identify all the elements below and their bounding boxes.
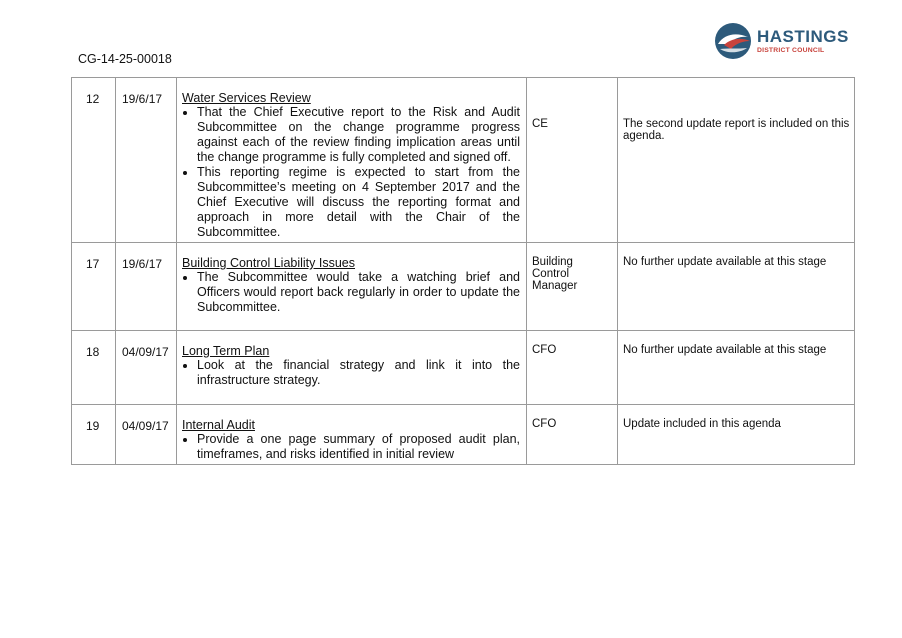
item-date: 04/09/17 [116, 331, 177, 405]
item-status: No further update available at this stage [618, 243, 855, 331]
item-bullets [182, 270, 520, 315]
item-date: 19/6/17 [116, 78, 177, 243]
bullet-item: • Provide a one page summary of proposed audit plan, timeframes, and risks identified in initial review [197, 432, 520, 462]
table-row [72, 405, 855, 465]
item-bullets [182, 432, 520, 462]
bullet-item: • This reporting regime is expected to start from the Subcommittee’s meeting on 4 September 2017 and the Chief Executive will discuss the reporting format and approach in more detail with the Chair of the Subcommittee. [197, 165, 520, 240]
item-responsible: Building Control Manager [527, 243, 618, 331]
item-title: Long Term Plan [182, 344, 270, 358]
bullet-item: • Look at the financial strategy and link it into the infrastructure strategy. [197, 358, 520, 388]
item-number: 12 [72, 78, 116, 243]
hastings-emblem-icon [714, 22, 754, 62]
item-detail [177, 331, 527, 405]
item-detail [177, 243, 527, 331]
item-bullets [182, 105, 520, 240]
item-title: Building Control Liability Issues [182, 256, 356, 270]
item-detail [177, 405, 527, 465]
item-status: No further update available at this stage [618, 331, 855, 405]
item-number: 17 [72, 243, 116, 331]
item-responsible: CFO [527, 405, 618, 465]
bullet-item: • That the Chief Executive report to the Risk and Audit Subcommittee on the change programme progress against each of the review finding implication areas until the change programme is fully completed and signed off. [197, 105, 520, 165]
table-row [72, 243, 855, 331]
council-logo [714, 22, 849, 62]
item-bullets [182, 358, 520, 388]
item-title: Internal Audit [182, 418, 255, 432]
item-number: 18 [72, 331, 116, 405]
table-row [72, 78, 855, 243]
item-number: 19 [72, 405, 116, 465]
logo-name: HASTINGS [757, 27, 849, 46]
table-row [72, 331, 855, 405]
item-date: 19/6/17 [116, 243, 177, 331]
action-items-table [71, 77, 855, 465]
item-date: 04/09/17 [116, 405, 177, 465]
document-reference: CG-14-25-00018 [78, 52, 172, 66]
item-responsible: CE [527, 78, 618, 243]
item-detail [177, 78, 527, 243]
bullet-item: • The Subcommittee would take a watching brief and Officers would report back regularly in order to update the Subcommittee. [197, 270, 520, 315]
item-status: Update included in this agenda [618, 405, 855, 465]
item-title: Water Services Review [182, 91, 311, 105]
logo-subtitle: DISTRICT COUNCIL [757, 47, 825, 54]
item-status: The second update report is included on this agenda. [618, 78, 855, 243]
item-responsible: CFO [527, 331, 618, 405]
